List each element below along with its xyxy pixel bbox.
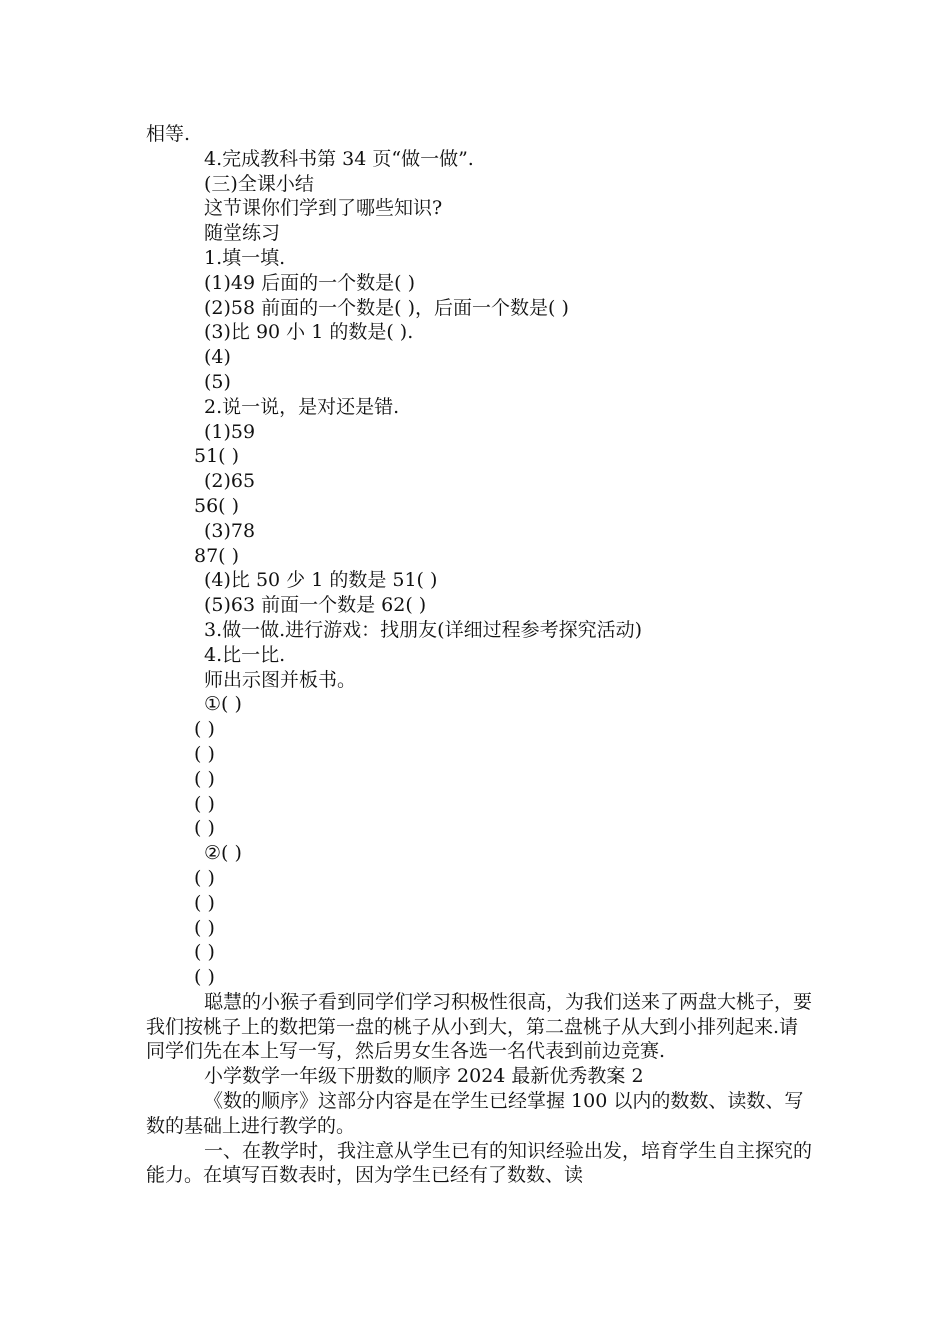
exercise-item: 87( ): [194, 544, 240, 567]
exercise-item: ②( ): [204, 842, 242, 865]
answer-blank: ( ): [194, 817, 215, 840]
body-paragraph: 聪慧的小猴子看到同学们学习积极性很高，为我们送来了两盘大桃子，要我们按桃子上的数把第一盘的桃子从小到大，第二盘桃子从大到小排列起来.请同学们先在本上写一写，然后男女生各选一名代表到前边竞赛.: [146, 990, 813, 1063]
exercise-item: (4)比 50 少 1 的数是 51( ): [204, 569, 438, 592]
exercise-item: (4): [204, 346, 231, 369]
document-body: [146, 122, 816, 1188]
exercise-item: (5): [204, 370, 231, 393]
exercise-item: 51( ): [194, 445, 240, 468]
exercise-item: ①( ): [204, 693, 242, 716]
answer-blank: ( ): [194, 891, 215, 914]
exercise-item: (1)59: [204, 420, 256, 443]
exercise-item: (1)49 后面的一个数是( ): [204, 271, 415, 294]
body-paragraph: 一、在教学时，我注意从学生已有的知识经验出发，培育学生自主探究的能力。在填写百数表时，因为学生已经有了数数、读: [146, 1139, 813, 1187]
text-line: 4.完成教科书第 34 页“做一做”.: [204, 147, 474, 170]
answer-blank: ( ): [194, 941, 215, 964]
answer-blank: ( ): [194, 767, 215, 790]
answer-blank: ( ): [194, 966, 215, 989]
answer-blank: ( ): [194, 792, 215, 815]
exercise-item: (2)65: [204, 470, 256, 493]
exercise-item: 56( ): [194, 494, 240, 517]
section-heading: (三)全课小结: [204, 172, 314, 195]
body-paragraph: 《数的顺序》这部分内容是在学生已经掌握 100 以内的数数、读数、写数的基础上进行教学的。: [146, 1090, 804, 1137]
exercise-title: 1.填一填.: [204, 246, 286, 269]
exercise-title: 3.做一做.进行游戏：找朋友(详细过程参考探究活动): [204, 618, 642, 641]
exercise-title: 2.说一说，是对还是错.: [204, 395, 400, 418]
exercise-title: 4.比一比.: [204, 643, 286, 666]
text-line: 这节课你们学到了哪些知识?: [204, 197, 443, 220]
answer-blank: ( ): [194, 866, 215, 889]
exercise-item: (2)58 前面的一个数是( )，后面一个数是( ): [204, 296, 569, 319]
answer-blank: ( ): [194, 916, 215, 939]
answer-blank: ( ): [194, 742, 215, 765]
answer-blank: ( ): [194, 718, 215, 741]
exercise-item: (3)比 90 小 1 的数是( ).: [204, 321, 414, 344]
article-title: 小学数学一年级下册数的顺序 2024 最新优秀教案 2: [204, 1065, 644, 1088]
section-heading: 随堂练习: [204, 222, 281, 245]
exercise-item: (5)63 前面一个数是 62( ): [204, 594, 427, 617]
text-line: 相等.: [146, 123, 191, 145]
text-line: 师出示图并板书。: [204, 668, 357, 691]
exercise-item: (3)78: [204, 519, 256, 542]
